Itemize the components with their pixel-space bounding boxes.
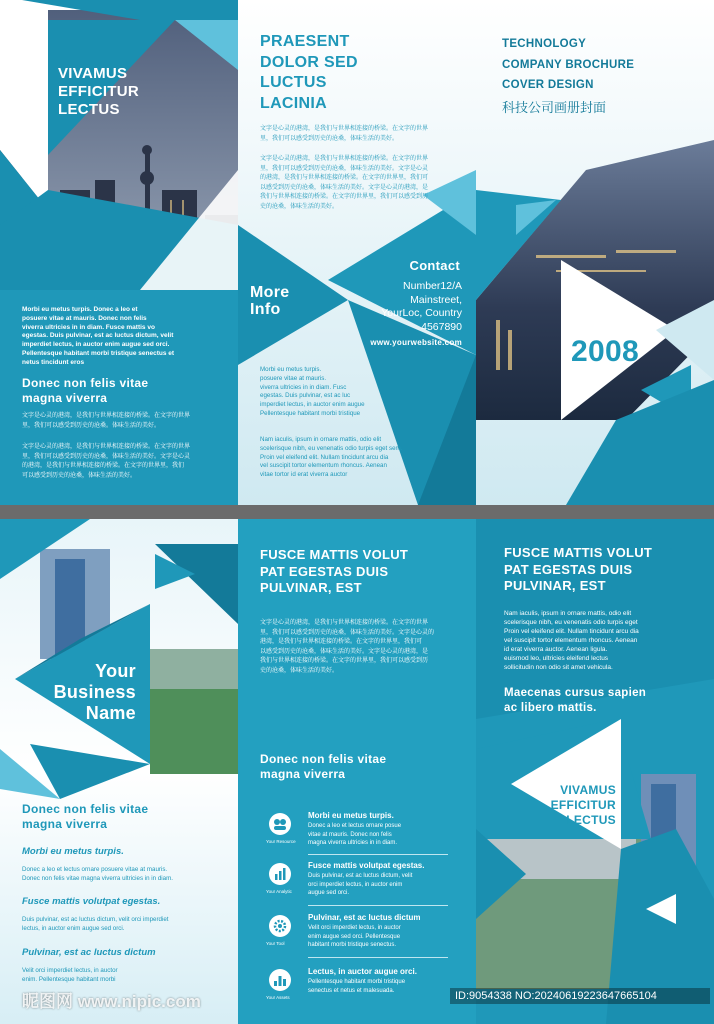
- p1-para-line: egestas. Duis pulvinar, est ac luctus dictum, velit: [22, 332, 174, 340]
- p3-title-line: COVER DESIGN: [502, 79, 594, 91]
- p3-title: [502, 34, 634, 96]
- feature-line: Pellentesque habitant morbi tristique: [308, 979, 406, 985]
- p4-subheading: [22, 802, 148, 832]
- p2-para-line: scelerisque nibh, eu venenatis odio turpis eget sem.: [260, 444, 403, 452]
- p6-sub-line: ac libero mattis.: [504, 702, 597, 714]
- feature-label: Your Analytic: [266, 889, 292, 894]
- panel-bottom-right-bg: [476, 519, 714, 1024]
- p4-item-text: [22, 866, 173, 884]
- panel-top-left: [0, 0, 238, 505]
- p6-heading-line: PULVINAR, EST: [504, 578, 606, 593]
- p4-item-title: Fusce mattis volutpat egestas.: [22, 896, 161, 907]
- p4-item: [22, 896, 169, 934]
- p6-para-line: vel suscipit tortor elementum rhoncus. Aenean: [504, 637, 638, 644]
- p2-zh-line: 以感受到历史的沧桑，体味生活的美好。文字是心灵的港湾，是: [260, 184, 429, 191]
- feature-label: Your Assets: [266, 995, 290, 1000]
- p6-vivamus-line: EFFICITUR: [550, 798, 616, 812]
- contact-title: Contact: [409, 258, 460, 273]
- feature-row: [266, 861, 456, 906]
- row-divider: [308, 957, 448, 958]
- feature-line: habitant morbi tristique senectus.: [308, 942, 397, 948]
- p5-sub-line: Donec non felis vitae: [260, 752, 387, 766]
- p5-zh-line: 以感受到历史的沧桑，体味生活的美好。文字是心灵的港湾，是: [260, 648, 429, 655]
- p1-para-line: Pellentesque habitant morbi tristique senectus et: [22, 349, 175, 357]
- p2-para-line: Morbi eu metus turpis.: [260, 366, 322, 373]
- address-line: 4567890: [421, 320, 462, 333]
- more-info-line: Info: [250, 301, 281, 318]
- p1-heading: [58, 65, 139, 119]
- p2-zh-line: 文字是心灵的港湾，是我们与世界相连接的桥梁。在文字的世界: [260, 156, 429, 162]
- p1-para-line: Morbi eu metus turpis. Donec a leo et: [22, 306, 138, 313]
- p1-heading-line: VIVAMUS: [58, 65, 128, 82]
- p1-sub-line: magna viverra: [22, 391, 108, 405]
- feature-label: Your Resource: [266, 839, 296, 844]
- feature-line: augue sed orci.: [308, 890, 350, 896]
- p1-zh-line: 可以感受到历史的沧桑，体味生活的美好。: [22, 472, 137, 479]
- assets-icon: [269, 969, 291, 991]
- feature-line: Donec a leo et lectus ornare posue: [308, 823, 402, 829]
- sheet-divider: [0, 505, 714, 519]
- p4-item-line: enim. Pellentesque habitant morbi: [22, 975, 116, 983]
- feature-text: [308, 822, 401, 848]
- p4-item-line: Donec a leo et lectus ornare posuere vitae at mauris.: [22, 866, 168, 873]
- p5-zh-line: 我们与世界相连接的桥梁。在文字的世界里，我们可以感受到历: [260, 658, 429, 664]
- p6-para: [504, 609, 639, 672]
- p6-heading-line: FUSCE MATTIS VOLUT: [504, 545, 653, 560]
- p2-para1: [260, 366, 365, 419]
- p6-sub-line: Maecenas cursus sapien: [504, 687, 647, 699]
- feature-label: Your Tool: [266, 941, 285, 946]
- p1-zh-line: 的港湾，是我们与世界相连接的桥梁。在文字的世界里，我们: [22, 463, 185, 469]
- p6-para-line: id erat viverra auctor. Aenean ligula.: [504, 646, 608, 653]
- p1-para: [22, 306, 174, 368]
- feature-row: [266, 967, 456, 1012]
- panel-bottom-left: [0, 519, 238, 1024]
- p1-sub-line: Donec non felis vitae: [22, 376, 149, 390]
- business-line: Name: [85, 703, 136, 723]
- feature-line: orci imperdiet lectus, in auctor enim: [308, 881, 403, 888]
- p4-sub-line: magna viverra: [22, 817, 108, 831]
- p1-zh-line: 里，我们可以感受到历史的沧桑。体味生活的美好。: [22, 422, 161, 429]
- p5-heading-line: PAT EGESTAS DUIS: [260, 563, 389, 579]
- address-line: Number12/A: [403, 280, 462, 292]
- analytic-icon: [269, 863, 291, 885]
- p2-zh-line: 里，我们可以感受到历史的沧桑，体味生活的美好。文字是心灵: [260, 165, 429, 172]
- watermark-id: ID:9054338 NO:20240619223647665104: [450, 988, 710, 1004]
- p6-subheading: [504, 686, 646, 716]
- p1-subheading: [22, 376, 148, 406]
- p5-heading-line: FUSCE MATTIS VOLUT: [260, 547, 409, 562]
- p4-item-title: Pulvinar, est ac luctus dictum: [22, 947, 156, 958]
- p5-zh-line: 港湾，是我们与世界相连接的桥梁。在文字的世界里，我们可: [260, 639, 423, 645]
- p5-sub-line: magna viverra: [260, 767, 346, 781]
- panel-bottom-right: [476, 519, 714, 1024]
- p5-subheading: [260, 752, 386, 782]
- p2-heading-line: LACINIA: [260, 94, 327, 112]
- p6-heading-line: PAT EGESTAS DUIS: [504, 561, 633, 577]
- p2-zh-line: 里，我们可以感受到历史的沧桑，体味生活的美好。: [260, 135, 399, 142]
- p6-para-line: Nam iaculis, ipsum in ornare mattis, odio elit: [504, 610, 632, 617]
- p2-zh-line: 的港湾，是我们与世界相连接的桥梁。在文字的世界里，我们可: [260, 175, 429, 181]
- business-name: [44, 661, 136, 724]
- p1-heading-line: LECTUS: [58, 101, 120, 118]
- p2-heading-line: LUCTUS: [260, 74, 327, 91]
- feature-row: [266, 913, 456, 958]
- p2-para-line: Proin vel eleifend elit. Nullam tincidunt arcu dia: [260, 453, 389, 461]
- p1-zh1: [22, 412, 190, 431]
- p2-para-line: posuere vitae at mauris.: [260, 374, 327, 382]
- p2-zh2: [260, 155, 428, 212]
- p2-heading-line: DOLOR SED: [260, 53, 358, 71]
- panel-top-right: [476, 0, 714, 505]
- p2-zh1: [260, 125, 428, 144]
- p3-title-zh: 科技公司画册封面: [502, 100, 607, 115]
- p2-para-line: vel suscipit tortor elementum rhoncus. Aenean: [260, 462, 387, 470]
- row-divider: [308, 905, 448, 906]
- p1-zh-line: 里，我们可以感受到历史的沧桑，体味生活的美好。文字是心灵: [22, 453, 191, 460]
- feature-text: [308, 924, 401, 950]
- p5-zh-line: 史的沧桑，体味生活的美好。: [260, 667, 339, 674]
- business-line: Business: [53, 682, 136, 702]
- p4-item-line: Donec non felis vitae magna viverra ultricies in in diam.: [22, 874, 173, 882]
- p1-para-line: imperdiet lectus, in auctor enim augue sed orci.: [22, 341, 170, 349]
- p6-para-line: Proin vel eleifend elit. Nullam tincidunt arcu dia: [504, 628, 639, 635]
- feature-line: senectus et netus et malesuada.: [308, 987, 395, 994]
- p5-zh: [260, 619, 434, 676]
- feature-title: Pulvinar, est ac luctus dictum: [308, 913, 421, 922]
- p2-para-line: vitae tortor id erat viverra auctor: [260, 471, 348, 479]
- row-divider: [308, 854, 448, 855]
- p6-para-line: sollicitudin non odio sit amet vehicula.: [504, 664, 613, 671]
- p2-para-line: Nam iaculis, ipsum in ornare mattis, odio elit: [260, 436, 382, 443]
- p4-item-text: [22, 967, 156, 985]
- p2-para2: [260, 436, 402, 480]
- p2-zh-line: 史的沧桑，体味生活的美好。: [260, 203, 339, 210]
- p4-item-text: [22, 916, 169, 934]
- panel-bottom-middle: [238, 519, 476, 1024]
- p1-zh2: [22, 443, 190, 481]
- watermark-logo: 昵图网 www.nipic.com: [22, 992, 201, 1011]
- p4-item: [22, 846, 173, 884]
- feature-line: enim augue sed orci. Pellentesque: [308, 933, 401, 940]
- address-line: Mainstreet,: [410, 293, 462, 306]
- feature-title: Lectus, in auctor augue orci.: [308, 967, 417, 976]
- p4-item-line: Duis pulvinar, est ac luctus dictum, velit orci imperdiet: [22, 916, 169, 923]
- feature-text: [308, 978, 405, 995]
- p5-heading: [260, 547, 408, 597]
- p2-para-line: Pellentesque habitant morbi tristique: [260, 409, 361, 417]
- p2-heading: [260, 32, 358, 114]
- feature-line: Duis pulvinar, est ac luctus dictum, velit: [308, 873, 413, 879]
- feature-text: [308, 872, 412, 898]
- address-line: YourLoc, Country: [381, 307, 462, 319]
- p6-vivamus: [526, 783, 616, 828]
- p4-item-line: lectus, in auctor enim augue sed orci.: [22, 924, 125, 932]
- business-line: Your: [95, 661, 136, 681]
- p1-heading-line: EFFICITUR: [58, 83, 140, 100]
- p5-heading-line: PULVINAR, EST: [260, 580, 362, 595]
- more-info: [250, 284, 289, 318]
- p4-item-line: Velit orci imperdiet lectus, in auctor: [22, 967, 118, 974]
- p6-para-line: euismod leo, ultricies eleifend lectus: [504, 655, 609, 662]
- p6-para-line: scelerisque nibh, eu venenatis odio turpis eget: [504, 619, 638, 626]
- p1-para-line: netus tincidunt eros: [22, 358, 85, 366]
- p1-zh-line: 文字是心灵的港湾，是我们与世界相连接的桥梁。在文字的世界: [22, 413, 191, 419]
- more-info-line: More: [250, 284, 290, 301]
- p2-para-line: imperdiet lectus, in auctor enim augue: [260, 401, 365, 409]
- p6-heading: [504, 545, 652, 595]
- feature-title: Morbi eu metus turpis.: [308, 811, 394, 820]
- p3-title-line: TECHNOLOGY: [502, 38, 587, 50]
- year-2008: 2008: [571, 335, 639, 368]
- website-link[interactable]: www.yourwebsite.com: [370, 338, 462, 347]
- p6-vivamus-line: VIVAMUS: [560, 783, 616, 797]
- p4-sub-line: Donec non felis vitae: [22, 802, 149, 816]
- p3-title-line: COMPANY BROCHURE: [502, 58, 635, 71]
- p5-zh-line: 里，我们可以感受到历史的沧桑，体味生活的美好。文字是心灵的: [260, 629, 435, 636]
- feature-title: Fusce mattis volutpat egestas.: [308, 861, 425, 870]
- feature-line: magna viverra ultricies in in diam.: [308, 840, 398, 846]
- resource-icon: [269, 813, 291, 835]
- p4-item-title: Morbi eu metus turpis.: [22, 846, 124, 857]
- p2-para-line: egestas. Duis pulvinar, est ac luc: [260, 392, 351, 400]
- p1-zh-line: 文字是心灵的港湾，是我们与世界相连接的桥梁。在文字的世界: [22, 444, 191, 450]
- contact-address: [381, 280, 462, 334]
- p5-zh-line: 文字是心灵的港湾，是我们与世界相连接的桥梁。在文字的世界: [260, 620, 429, 626]
- p2-zh-line: 文字是心灵的港湾，是我们与世界相连接的桥梁。在文字的世界: [260, 126, 429, 132]
- feature-row: [266, 811, 456, 856]
- p2-para-line: viverra ultricies in in diam. Fusc: [260, 383, 347, 391]
- p6-vivamus-line: LECTUS: [566, 813, 616, 827]
- p4-item: [22, 947, 156, 985]
- p1-para-line: posuere vitae at mauris. Donec non felis: [22, 314, 147, 322]
- feature-line: Velit orci imperdiet lectus, in auctor: [308, 925, 401, 931]
- p2-zh-line: 我们与世界相连接的桥梁。在文字的世界里，我们可以感受到历: [260, 194, 429, 200]
- p1-para-line: viverra ultricies in in diam. Fusce mattis vo: [22, 323, 155, 331]
- gear-icon: [269, 915, 291, 937]
- feature-line: vitae at mauris. Donec non felis: [308, 831, 392, 838]
- panel-top-middle: [238, 0, 476, 505]
- p2-heading-line: PRAESENT: [260, 33, 350, 50]
